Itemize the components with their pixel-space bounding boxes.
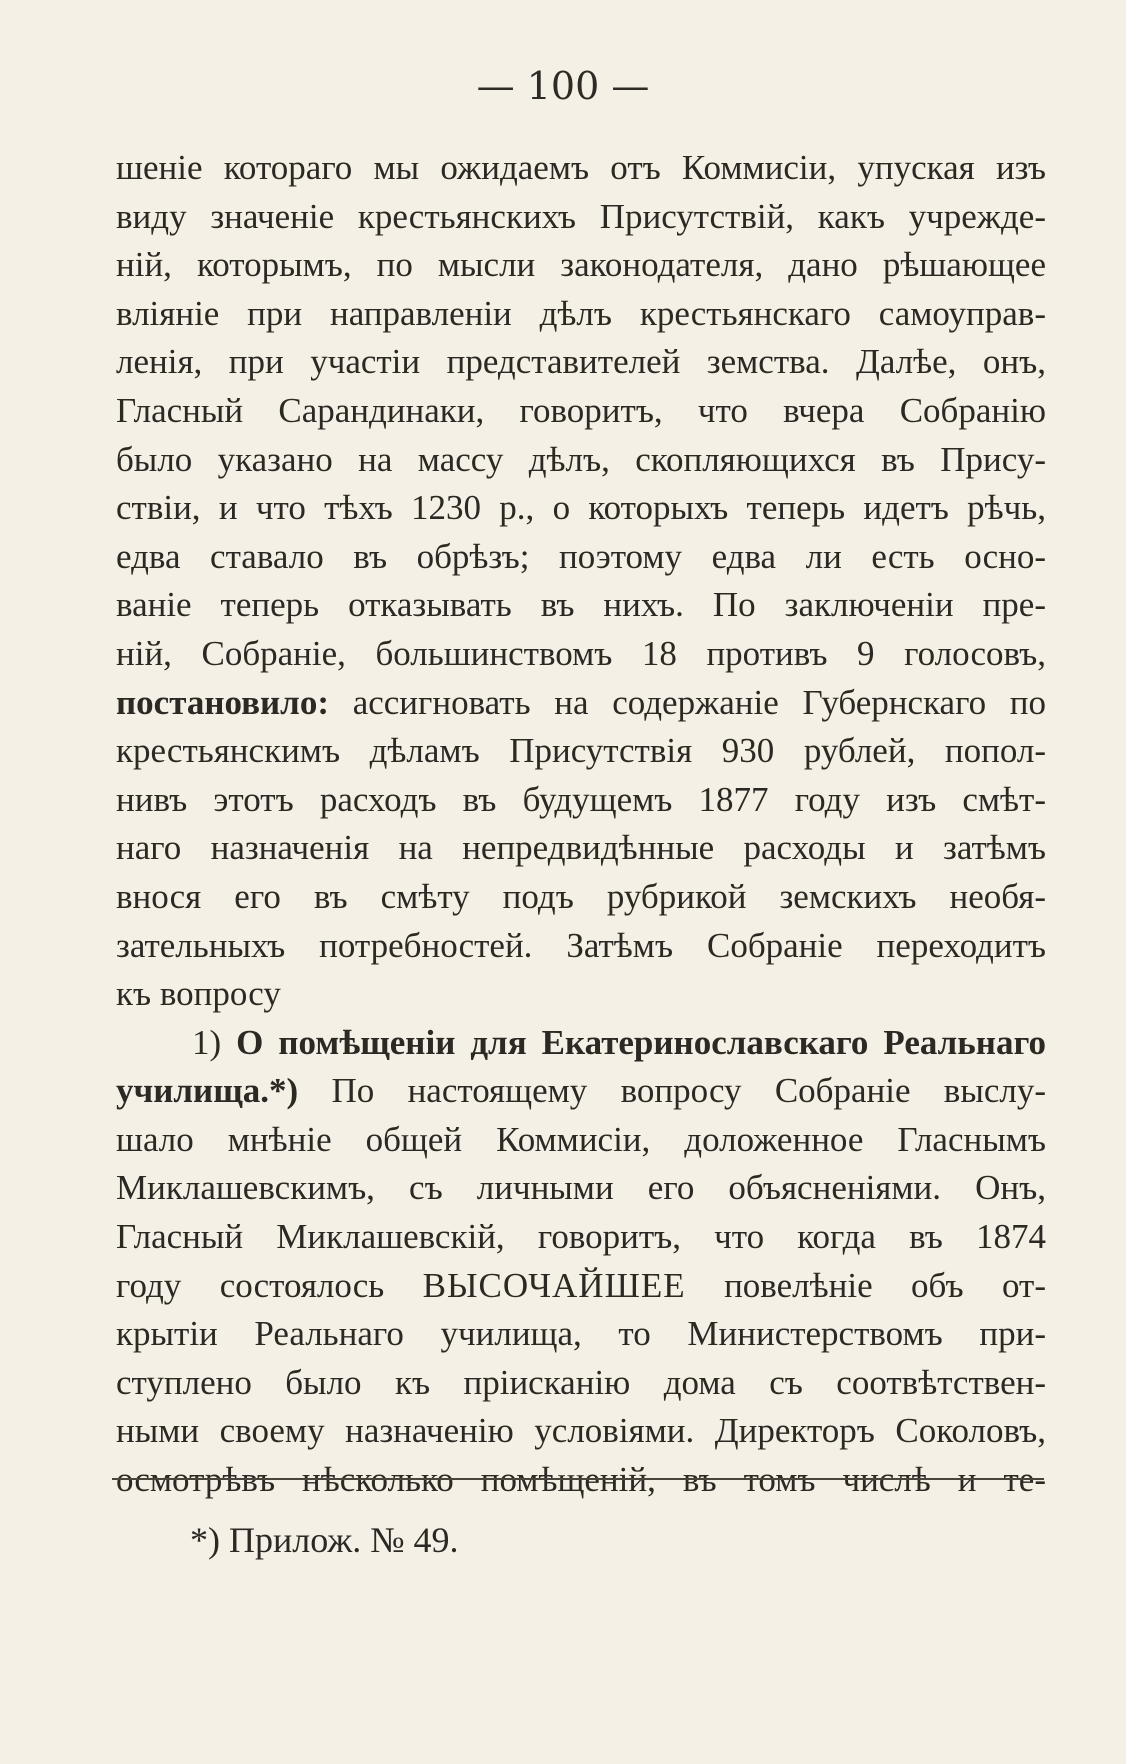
text-line: крестьянскимъ дѣламъ Присутствія 930 рублей, попол- [116, 731, 1046, 771]
text-line: ступлено было къ пріисканію дома съ соотвѣтствен- [116, 1362, 1046, 1402]
section-number: 1) [192, 1022, 237, 1062]
text-line: шеніе котораго мы ожидаемъ отъ Коммисіи, упуская изъ [116, 148, 1046, 187]
text-line: шало мнѣніе общей Коммисіи, доложенное Гласнымъ [116, 1119, 1046, 1159]
text-line: ваніе теперь отказывать въ нихъ. По заключеніи пре- [116, 585, 1046, 625]
section-heading-line [116, 1019, 1046, 1068]
text-line: было указано на массу дѣлъ, скопляющихся въ Прису- [116, 439, 1046, 479]
text-line: едва ставало въ обрѣзъ; поэтому едва ли есть осно- [116, 536, 1046, 576]
text-line: Миклашевскимъ, съ личными его объясненіями. Онъ, [116, 1168, 1046, 1208]
highest-suffix: повелѣніе объ от- [685, 1265, 1046, 1305]
text-line: внося его въ смѣту подъ рубрикой земскихъ необя- [116, 876, 1046, 916]
text-line-resolution [116, 679, 1046, 728]
text-line: ній, которымъ, по мысли законодателя, дано рѣшающее [116, 245, 1046, 285]
text-line: ленія, при участіи представителей земства. Далѣе, онъ, [116, 342, 1046, 382]
body-text [116, 144, 1046, 1505]
text-line: нивъ этотъ расходъ въ будущемъ 1877 году изъ смѣт- [116, 779, 1046, 819]
text-line: осмотрѣвъ нѣсколько помѣщеній, въ томъ числѣ и те- [116, 1460, 1046, 1500]
text-line: къ вопросу [116, 974, 281, 1014]
footnote-divider [112, 1478, 1044, 1480]
text-line: Гласный Сарандинаки, говоритъ, что вчера Собранію [116, 390, 1046, 430]
text-line: ными своему назначенію условіями. Директоръ Соколовъ, [116, 1411, 1046, 1451]
footnote: *) Прилож. № 49. [190, 1520, 459, 1560]
highest-word: ВЫСОЧАЙШЕЕ [422, 1265, 686, 1305]
text-line: Гласный Миклашевскій, говоритъ, что когда въ 1874 [116, 1217, 1046, 1257]
text-line: зательныхъ потребностей. Затѣмъ Собраніе переходитъ [116, 925, 1046, 965]
section-heading-continuation [116, 1067, 1046, 1116]
section-text: По настоящему вопросу Собраніе выслу- [331, 1071, 1046, 1111]
text-line: крытіи Реальнаго училища, то Министерствомъ при- [116, 1314, 1046, 1354]
text-line: ній, Собраніе, большинствомъ 18 противъ 9 голосовъ, [116, 633, 1046, 673]
highest-prefix: году состоялось [116, 1265, 423, 1305]
section-title: О помѣщеніи для Екатеринославскаго Реальнаго [236, 1022, 1046, 1062]
text-line: виду значеніе крестьянскихъ Присутствій, какъ учрежде- [116, 196, 1046, 236]
section-title-end: училища.*) [116, 1071, 299, 1111]
text-line: ствіи, и что тѣхъ 1230 р., о которыхъ теперь идетъ рѣчь, [116, 488, 1046, 528]
page-number: — 100 — [476, 64, 650, 108]
resolution-word: постановило: [116, 682, 329, 722]
text-line: вліяніе при направленіи дѣлъ крестьянскаго самоуправ- [116, 293, 1046, 333]
resolution-text: ассигновать на содержаніе Губернскаго по [352, 682, 1046, 722]
text-line: наго назначенія на непредвидѣнные расходы и затѣмъ [116, 828, 1046, 868]
text-line-highest [116, 1262, 1046, 1311]
